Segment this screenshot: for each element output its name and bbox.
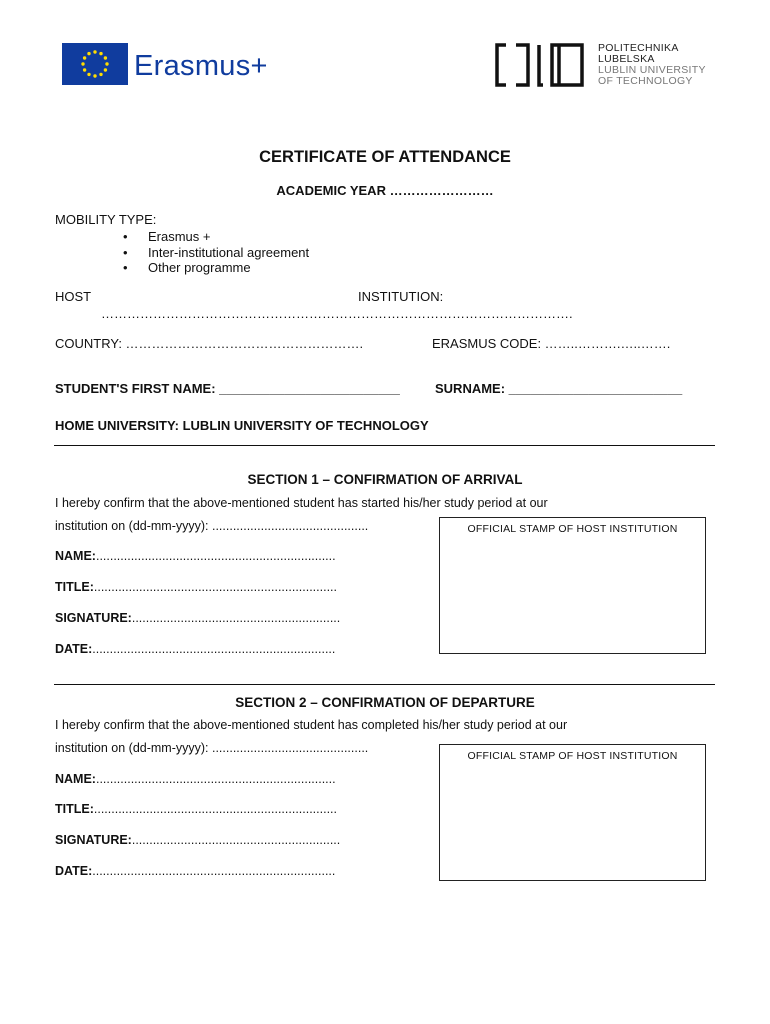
stamp-label: OFFICIAL STAMP OF HOST INSTITUTION: [467, 523, 678, 535]
section1-title: SECTION 1 – CONFIRMATION OF ARRIVAL: [247, 472, 523, 487]
section1-title-field: [55, 580, 337, 594]
mobility-type-list: [123, 229, 309, 276]
field-dots: .....................................................................: [95, 549, 336, 563]
document-title: CERTIFICATE OF ATTENDANCE: [259, 148, 511, 166]
field-label: TITLE:: [55, 802, 94, 816]
field-dots: ......................................................................: [92, 864, 336, 878]
field-dots: ......................................................................: [92, 642, 336, 656]
field-dots: ......................................................................: [93, 580, 337, 594]
stamp-label: OFFICIAL STAMP OF HOST INSTITUTION: [467, 750, 678, 762]
field-label: NAME:: [55, 549, 96, 563]
section2-stamp-box: [439, 744, 706, 881]
erasmus-code-field: ERASMUS CODE: ……..……….…..…….: [432, 336, 671, 351]
section2-signature-field: [55, 833, 340, 847]
field-dots: ............................................................: [131, 611, 341, 625]
field-dots: ............................................................: [131, 833, 341, 847]
section1-signature-field: [55, 611, 340, 625]
academic-year-field: ACADEMIC YEAR ……………………: [276, 183, 494, 198]
student-first-name-field: STUDENT'S FIRST NAME: _________________________: [55, 381, 400, 396]
section2-title-field: [55, 802, 337, 816]
logo-line: POLITECHNIKA: [598, 42, 679, 54]
field-dots: .....................................................................: [95, 772, 336, 786]
section2-statement-line2: institution on (dd-mm-yyyy): .............................................: [55, 741, 369, 755]
mobility-type-item: • Inter-institutional agreement: [123, 245, 309, 261]
section2-date-field: [55, 864, 335, 878]
erasmus-logo-text: Erasmus+: [134, 50, 268, 82]
section-divider: [54, 445, 715, 446]
field-dots: ......................................................................: [93, 802, 337, 816]
logo-line: OF TECHNOLOGY: [598, 75, 693, 87]
eu-flag-logo: [62, 43, 128, 85]
eu-stars-icon: [62, 43, 128, 85]
logo-line: LUBELSKA: [598, 53, 655, 65]
university-logo-text: [598, 43, 706, 87]
country-field: COUNTRY: ……………………………………………….: [55, 336, 364, 351]
logo-line: LUBLIN UNIVERSITY: [598, 64, 706, 76]
field-label: TITLE:: [55, 580, 94, 594]
field-label: SIGNATURE:: [55, 833, 132, 847]
field-label: SIGNATURE:: [55, 611, 132, 625]
section1-statement-line1: I hereby confirm that the above-mentioned student has started his/her study period at our: [55, 496, 548, 510]
section1-date-field: [55, 642, 335, 656]
university-logo-mark: [494, 42, 586, 93]
field-label: DATE:: [55, 642, 93, 656]
host-label: HOST: [55, 289, 92, 304]
section2-name-field: [55, 772, 336, 786]
institution-label: INSTITUTION:: [358, 289, 444, 304]
mobility-type-label: MOBILITY TYPE:: [55, 212, 157, 227]
section2-title: SECTION 2 – CONFIRMATION OF DEPARTURE: [235, 695, 535, 710]
section2-statement-line1: I hereby confirm that the above-mentioned student has completed his/her study period at our: [55, 718, 568, 732]
field-label: NAME:: [55, 772, 96, 786]
field-label: DATE:: [55, 864, 93, 878]
mobility-type-item: • Erasmus +: [123, 229, 309, 245]
section1-name-field: [55, 549, 336, 563]
section1-statement-line2: institution on (dd-mm-yyyy): .............................................: [55, 519, 369, 533]
mobility-type-item: • Other programme: [123, 260, 309, 276]
home-university: HOME UNIVERSITY: LUBLIN UNIVERSITY OF TECHNOLOGY: [55, 418, 429, 433]
institution-dotted-line: ……………………………………………………………………………………………….: [101, 306, 573, 321]
section-divider: [54, 684, 715, 685]
section1-stamp-box: [439, 517, 706, 654]
surname-field: SURNAME: ________________________: [435, 381, 683, 396]
